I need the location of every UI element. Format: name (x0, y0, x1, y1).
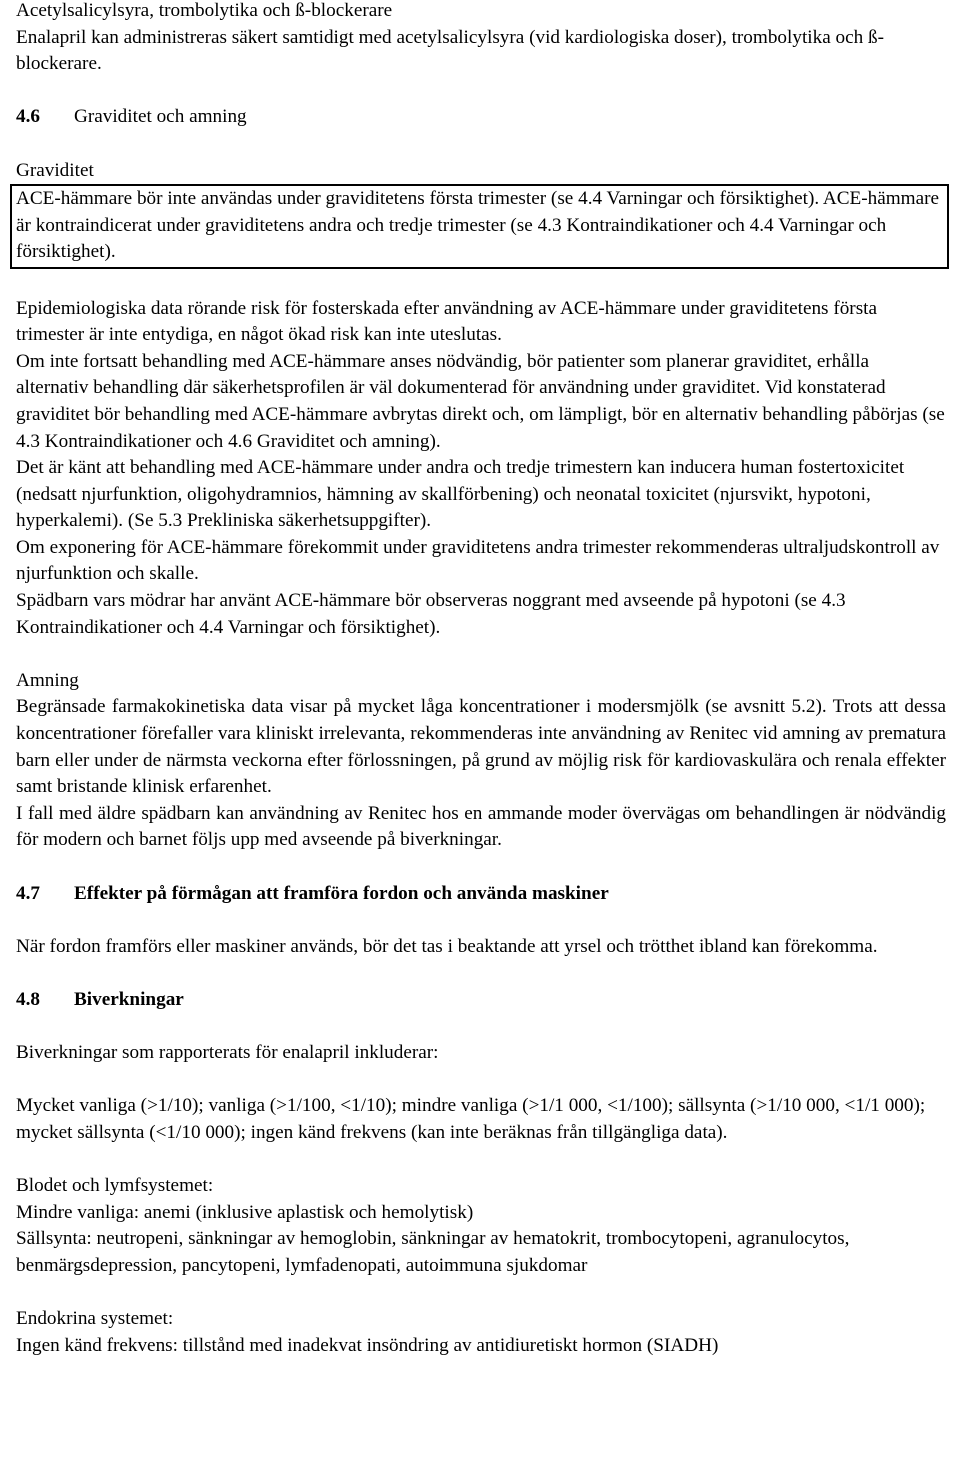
frequency-definition: Mycket vanliga (>1/10); vanliga (>1/100, <1/10); mindre vanliga (>1/1 000, <1/100); sällsynta (>1/10 000, <1/1 000); mycket sällsynta (<1/10 000); ingen känd frekvens (kan inte beräknas från tillgängliga data). (16, 1095, 926, 1143)
pregnancy-subheading: Graviditet (16, 159, 94, 181)
section-number: 4.8 (16, 988, 40, 1010)
breastfeeding-subheading: Amning (16, 669, 79, 691)
breastfeeding-paragraph: I fall med äldre spädbarn kan användning av Renitec hos en ammande moder övervägas om behandlingen är nödvändig för modern och barnet följs upp med avseende på biverkningar. (16, 802, 946, 851)
section-title: Effekter på förmågan att framföra fordon och använda maskiner (74, 882, 609, 904)
pregnancy-warning-text: ACE-hämmare bör inte användas under graviditetens första trimester (se 4.4 Varningar och försiktighet). ACE-hämmare är kontraindicerat under graviditetens andra och tredje trimester (se 4.3 Kontraindikationer och 4.4 Varningar och försiktighet). (16, 188, 940, 263)
blood-rare: Sällsynta: neutropeni, sänkningar av hemoglobin, sänkningar av hematokrit, trombocytopeni, agranulocytos, benmärgsdepression, pancytopeni, lymfadenopati, autoimmuna sjukdomar (16, 1228, 850, 1276)
pregnancy-paragraph: Spädbarn vars mödrar har använt ACE-hämmare bör observeras noggrant med avseende på hypotoni (se 4.3 Kontraindikationer och 4.4 Varningar och försiktighet). (16, 590, 846, 638)
endocrine-heading: Endokrina systemet: (16, 1308, 174, 1330)
section-number: 4.7 (16, 882, 40, 904)
endocrine-unknown: Ingen känd frekvens: tillstånd med inadekvat insöndring av antidiuretiskt hormon (SIADH) (16, 1334, 719, 1356)
interaction-paragraph: Enalapril kan administreras säkert samtidigt med acetylsalicylsyra (vid kardiologiska doser), trombolytika och ß-blockerare. (16, 26, 884, 75)
pregnancy-paragraph: Det är känt att behandling med ACE-hämmare under andra och tredje trimestern kan inducera human fostertoxicitet (nedsatt njurfunktion, oligohydramnios, hämning av skallförbening) och neonatal toxicitet (njursvikt, hypotoni, hyperkalemi). (Se 5.3 Prekliniska säkerhetsuppgifter). (16, 457, 905, 532)
section-number: 4.6 (16, 106, 40, 128)
section-title: Biverkningar (74, 988, 184, 1010)
section-4-8-heading (16, 987, 946, 1014)
blood-heading: Blodet och lymfsystemet: (16, 1175, 214, 1197)
section-title: Graviditet och amning (74, 106, 247, 128)
pregnancy-paragraph: Epidemiologiska data rörande risk för fosterskada efter användning av ACE-hämmare under graviditetens första trimester är inte entydiga, en något ökad risk kan inte uteslutas. (16, 297, 878, 346)
pregnancy-paragraph: Om exponering för ACE-hämmare förekommit under graviditetens andra trimester rekommenderas ultraljudskontroll av njurfunktion och skalle. (16, 536, 940, 585)
driving-paragraph: När fordon framförs eller maskiner används, bör det tas i beaktande att yrsel och trötthet ibland kan förekomma. (16, 935, 878, 957)
pregnancy-paragraph: Om inte fortsatt behandling med ACE-hämmare anses nödvändig, bör patienter som planerar graviditet, erhålla alternativ behandling där säkerhetsprofilen är väl dokumenterad för användning under graviditet. Vid konstaterad graviditet bör behandling med ACE-hämmare avbrytas direkt och, om lämpligt, bör en alternativ behandling påbörjas (se 4.3 Kontraindikationer och 4.6 Graviditet och amning). (16, 350, 945, 452)
document-page (16, 0, 946, 1359)
pregnancy-warning-box (10, 184, 949, 269)
section-4-7-heading (16, 881, 946, 908)
adverse-intro: Biverkningar som rapporterats för enalapril inkluderar: (16, 1042, 439, 1064)
section-4-6-heading (16, 104, 946, 131)
breastfeeding-paragraph: Begränsade farmakokinetiska data visar på mycket låga koncentrationer i modersmjölk (se avsnitt 5.2). Trots att dessa koncentrationer förefaller vara kliniskt irrelevanta, rekommenderas inte användning av Renitec vid amning av prematura barn eller under de närmsta veckorna efter förlossningen, på grund av möjlig risk för kardiovaskulära och renala effekter samt bristande klinisk erfarenhet. (16, 696, 946, 798)
interaction-subheading: Acetylsalicylsyra, trombolytika och ß-blockerare (16, 0, 393, 21)
blood-uncommon: Mindre vanliga: anemi (inklusive aplastisk och hemolytisk) (16, 1201, 474, 1223)
